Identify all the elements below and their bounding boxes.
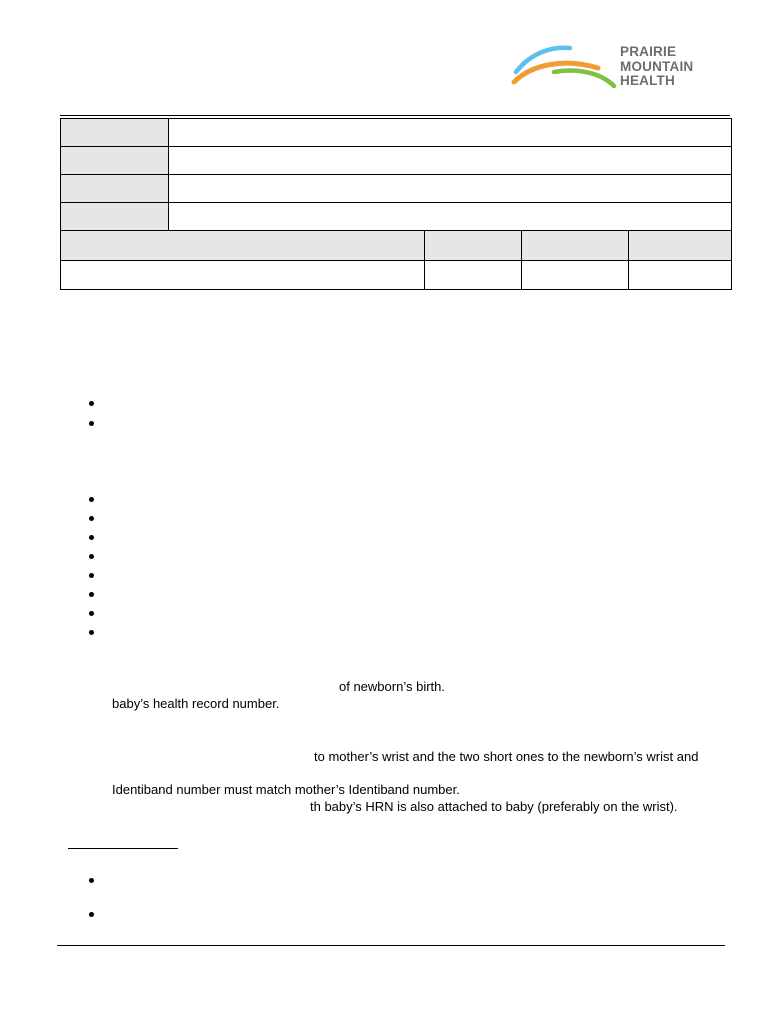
section-heading-underline bbox=[68, 848, 178, 849]
info-row bbox=[61, 175, 732, 203]
body-text-line: baby’s health record number. bbox=[112, 696, 280, 711]
body-text-line: Identiband number must match mother’s Identiband number. bbox=[112, 782, 460, 797]
bullet-icon bbox=[89, 611, 97, 619]
info-value-cell bbox=[169, 203, 732, 231]
info-header-cell bbox=[629, 231, 732, 261]
document-info-table bbox=[60, 118, 732, 290]
logo-swoosh-icon bbox=[510, 42, 620, 94]
logo-text bbox=[620, 45, 693, 89]
info-value-cell bbox=[169, 147, 732, 175]
info-row bbox=[61, 147, 732, 175]
bullet-icon bbox=[89, 592, 97, 600]
bullet-icon bbox=[89, 878, 97, 886]
bullet-icon bbox=[89, 630, 97, 638]
logo-line-1: PRAIRIE bbox=[620, 44, 677, 59]
info-value-cell bbox=[629, 261, 732, 290]
info-value-cell bbox=[61, 261, 425, 290]
info-value-cell bbox=[169, 175, 732, 203]
body-text-line: to mother’s wrist and the two short ones to the newborn’s wrist and bbox=[314, 749, 699, 764]
info-header-row bbox=[61, 231, 732, 261]
info-label-cell bbox=[61, 175, 169, 203]
bullet-icon bbox=[89, 554, 97, 562]
info-values-row bbox=[61, 261, 732, 290]
bullet-icon bbox=[89, 497, 97, 505]
info-label-cell bbox=[61, 119, 169, 147]
body-text-line: of newborn’s birth. bbox=[339, 679, 445, 694]
header-divider bbox=[60, 115, 730, 116]
info-header-cell bbox=[61, 231, 425, 261]
body-text-line: th baby’s HRN is also attached to baby (preferably on the wrist). bbox=[310, 799, 678, 814]
prairie-mountain-health-logo bbox=[510, 42, 710, 94]
logo-line-2: MOUNTAIN bbox=[620, 58, 694, 74]
bullet-icon bbox=[89, 535, 97, 543]
info-value-cell bbox=[425, 261, 522, 290]
info-label-cell bbox=[61, 203, 169, 231]
bullet-icon bbox=[89, 516, 97, 524]
info-row bbox=[61, 119, 732, 147]
footer-divider bbox=[57, 945, 725, 946]
info-row bbox=[61, 203, 732, 231]
logo-line-3: HEALTH bbox=[620, 73, 675, 88]
bullet-icon bbox=[89, 912, 97, 920]
bullet-icon bbox=[89, 573, 97, 581]
info-label-cell bbox=[61, 147, 169, 175]
info-value-cell bbox=[169, 119, 732, 147]
bullet-icon bbox=[89, 401, 97, 409]
info-header-cell bbox=[522, 231, 629, 261]
info-value-cell bbox=[522, 261, 629, 290]
info-header-cell bbox=[425, 231, 522, 261]
bullet-icon bbox=[89, 421, 97, 429]
